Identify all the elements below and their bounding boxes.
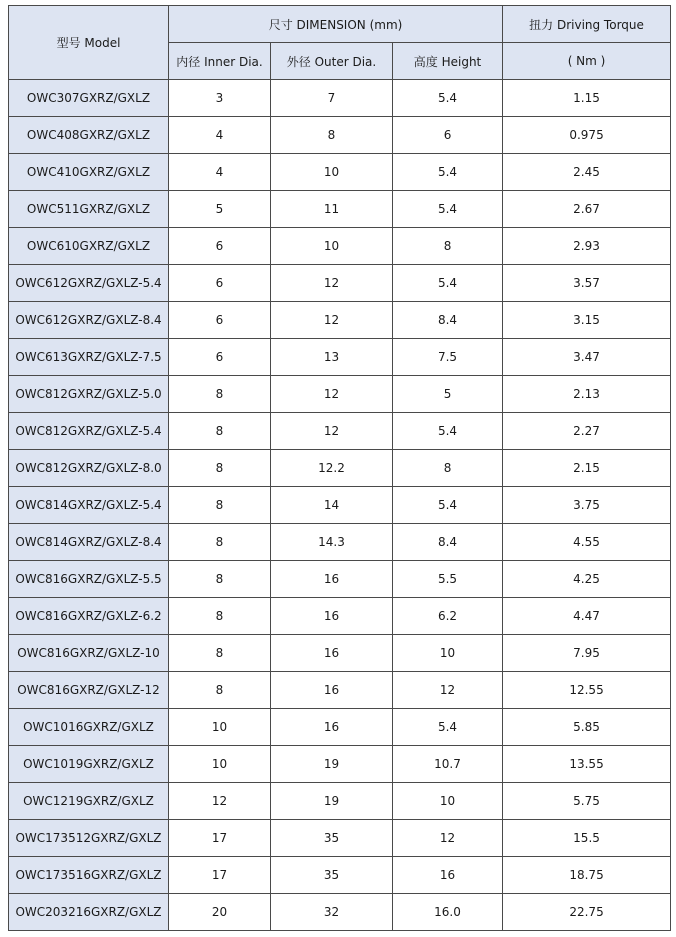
torque-cell: 4.55 (503, 524, 671, 561)
torque-cell: 4.47 (503, 598, 671, 635)
inner-dia-cell: 5 (169, 191, 271, 228)
inner-dia-cell: 6 (169, 228, 271, 265)
inner-dia-cell: 17 (169, 857, 271, 894)
model-cell: OWC814GXRZ/GXLZ-5.4 (9, 487, 169, 524)
outer-dia-cell: 19 (271, 746, 393, 783)
outer-dia-cell: 19 (271, 783, 393, 820)
table-row (9, 894, 671, 931)
torque-header: 扭力 Driving Torque (503, 6, 671, 43)
torque-cell: 5.75 (503, 783, 671, 820)
table-row (9, 524, 671, 561)
outer-dia-cell: 14 (271, 487, 393, 524)
table-row (9, 635, 671, 672)
inner-dia-header: 内径 Inner Dia. (169, 43, 271, 80)
inner-dia-cell: 8 (169, 450, 271, 487)
outer-dia-cell: 16 (271, 598, 393, 635)
outer-dia-cell: 16 (271, 672, 393, 709)
inner-dia-cell: 8 (169, 487, 271, 524)
table-row (9, 413, 671, 450)
torque-unit-header: ( Nm ) (503, 43, 671, 80)
outer-dia-cell: 35 (271, 857, 393, 894)
height-cell: 8.4 (393, 524, 503, 561)
table-row (9, 339, 671, 376)
outer-dia-cell: 12 (271, 376, 393, 413)
outer-dia-cell: 12 (271, 302, 393, 339)
torque-cell: 22.75 (503, 894, 671, 931)
height-cell: 16.0 (393, 894, 503, 931)
torque-cell: 12.55 (503, 672, 671, 709)
torque-cell: 4.25 (503, 561, 671, 598)
table-row (9, 154, 671, 191)
inner-dia-cell: 8 (169, 635, 271, 672)
torque-cell: 2.45 (503, 154, 671, 191)
outer-dia-cell: 11 (271, 191, 393, 228)
model-cell: OWC812GXRZ/GXLZ-5.4 (9, 413, 169, 450)
table-row (9, 376, 671, 413)
model-cell: OWC816GXRZ/GXLZ-6.2 (9, 598, 169, 635)
model-cell: OWC816GXRZ/GXLZ-12 (9, 672, 169, 709)
height-cell: 8 (393, 450, 503, 487)
height-cell: 6 (393, 117, 503, 154)
outer-dia-cell: 12 (271, 413, 393, 450)
inner-dia-cell: 10 (169, 709, 271, 746)
torque-cell: 2.15 (503, 450, 671, 487)
model-cell: OWC610GXRZ/GXLZ (9, 228, 169, 265)
model-cell: OWC612GXRZ/GXLZ-8.4 (9, 302, 169, 339)
outer-dia-cell: 14.3 (271, 524, 393, 561)
height-cell: 10 (393, 783, 503, 820)
model-cell: OWC814GXRZ/GXLZ-8.4 (9, 524, 169, 561)
model-cell: OWC812GXRZ/GXLZ-8.0 (9, 450, 169, 487)
model-cell: OWC307GXRZ/GXLZ (9, 80, 169, 117)
torque-cell: 18.75 (503, 857, 671, 894)
table-row (9, 487, 671, 524)
inner-dia-cell: 4 (169, 117, 271, 154)
table-row (9, 746, 671, 783)
inner-dia-cell: 10 (169, 746, 271, 783)
height-cell: 6.2 (393, 598, 503, 635)
height-cell: 10.7 (393, 746, 503, 783)
torque-cell: 3.47 (503, 339, 671, 376)
outer-dia-cell: 8 (271, 117, 393, 154)
table-row (9, 450, 671, 487)
torque-cell: 2.27 (503, 413, 671, 450)
inner-dia-cell: 8 (169, 672, 271, 709)
inner-dia-cell: 3 (169, 80, 271, 117)
outer-dia-cell: 32 (271, 894, 393, 931)
table-row (9, 709, 671, 746)
table-body (9, 80, 671, 931)
spec-table (8, 5, 671, 931)
height-cell: 5.4 (393, 487, 503, 524)
model-cell: OWC613GXRZ/GXLZ-7.5 (9, 339, 169, 376)
outer-dia-cell: 13 (271, 339, 393, 376)
model-cell: OWC1016GXRZ/GXLZ (9, 709, 169, 746)
header-row-1 (9, 6, 671, 43)
table-row (9, 302, 671, 339)
height-cell: 5.5 (393, 561, 503, 598)
torque-cell: 2.13 (503, 376, 671, 413)
torque-cell: 2.67 (503, 191, 671, 228)
height-cell: 12 (393, 820, 503, 857)
inner-dia-cell: 8 (169, 561, 271, 598)
torque-cell: 13.55 (503, 746, 671, 783)
inner-dia-cell: 8 (169, 598, 271, 635)
table-row (9, 265, 671, 302)
model-cell: OWC812GXRZ/GXLZ-5.0 (9, 376, 169, 413)
table-row (9, 857, 671, 894)
outer-dia-cell: 16 (271, 561, 393, 598)
outer-dia-cell: 10 (271, 154, 393, 191)
height-cell: 8 (393, 228, 503, 265)
torque-cell: 1.15 (503, 80, 671, 117)
model-cell: OWC408GXRZ/GXLZ (9, 117, 169, 154)
height-cell: 16 (393, 857, 503, 894)
table-row (9, 783, 671, 820)
torque-cell: 3.57 (503, 265, 671, 302)
torque-cell: 3.75 (503, 487, 671, 524)
inner-dia-cell: 6 (169, 302, 271, 339)
model-cell: OWC410GXRZ/GXLZ (9, 154, 169, 191)
inner-dia-cell: 8 (169, 413, 271, 450)
torque-cell: 7.95 (503, 635, 671, 672)
torque-cell: 0.975 (503, 117, 671, 154)
model-cell: OWC203216GXRZ/GXLZ (9, 894, 169, 931)
inner-dia-cell: 8 (169, 524, 271, 561)
model-cell: OWC816GXRZ/GXLZ-10 (9, 635, 169, 672)
model-cell: OWC1019GXRZ/GXLZ (9, 746, 169, 783)
model-cell: OWC816GXRZ/GXLZ-5.5 (9, 561, 169, 598)
torque-cell: 3.15 (503, 302, 671, 339)
torque-cell: 2.93 (503, 228, 671, 265)
model-cell: OWC173512GXRZ/GXLZ (9, 820, 169, 857)
height-header: 高度 Height (393, 43, 503, 80)
model-header: 型号 Model (9, 6, 169, 80)
height-cell: 5.4 (393, 154, 503, 191)
table-row (9, 191, 671, 228)
outer-dia-cell: 12 (271, 265, 393, 302)
height-cell: 5 (393, 376, 503, 413)
torque-cell: 15.5 (503, 820, 671, 857)
outer-dia-cell: 16 (271, 709, 393, 746)
table-row (9, 117, 671, 154)
table-row (9, 228, 671, 265)
dimension-header: 尺寸 DIMENSION (mm) (169, 6, 503, 43)
outer-dia-cell: 7 (271, 80, 393, 117)
table-row (9, 80, 671, 117)
height-cell: 8.4 (393, 302, 503, 339)
model-cell: OWC173516GXRZ/GXLZ (9, 857, 169, 894)
height-cell: 5.4 (393, 709, 503, 746)
model-cell: OWC1219GXRZ/GXLZ (9, 783, 169, 820)
inner-dia-cell: 6 (169, 339, 271, 376)
table-row (9, 820, 671, 857)
inner-dia-cell: 17 (169, 820, 271, 857)
height-cell: 7.5 (393, 339, 503, 376)
outer-dia-cell: 16 (271, 635, 393, 672)
model-cell: OWC511GXRZ/GXLZ (9, 191, 169, 228)
inner-dia-cell: 8 (169, 376, 271, 413)
table-row (9, 672, 671, 709)
height-cell: 5.4 (393, 80, 503, 117)
height-cell: 12 (393, 672, 503, 709)
height-cell: 5.4 (393, 265, 503, 302)
inner-dia-cell: 20 (169, 894, 271, 931)
outer-dia-header: 外径 Outer Dia. (271, 43, 393, 80)
inner-dia-cell: 4 (169, 154, 271, 191)
outer-dia-cell: 10 (271, 228, 393, 265)
height-cell: 5.4 (393, 413, 503, 450)
model-cell: OWC612GXRZ/GXLZ-5.4 (9, 265, 169, 302)
table-row (9, 561, 671, 598)
outer-dia-cell: 35 (271, 820, 393, 857)
height-cell: 5.4 (393, 191, 503, 228)
height-cell: 10 (393, 635, 503, 672)
inner-dia-cell: 12 (169, 783, 271, 820)
table-row (9, 598, 671, 635)
inner-dia-cell: 6 (169, 265, 271, 302)
torque-cell: 5.85 (503, 709, 671, 746)
outer-dia-cell: 12.2 (271, 450, 393, 487)
